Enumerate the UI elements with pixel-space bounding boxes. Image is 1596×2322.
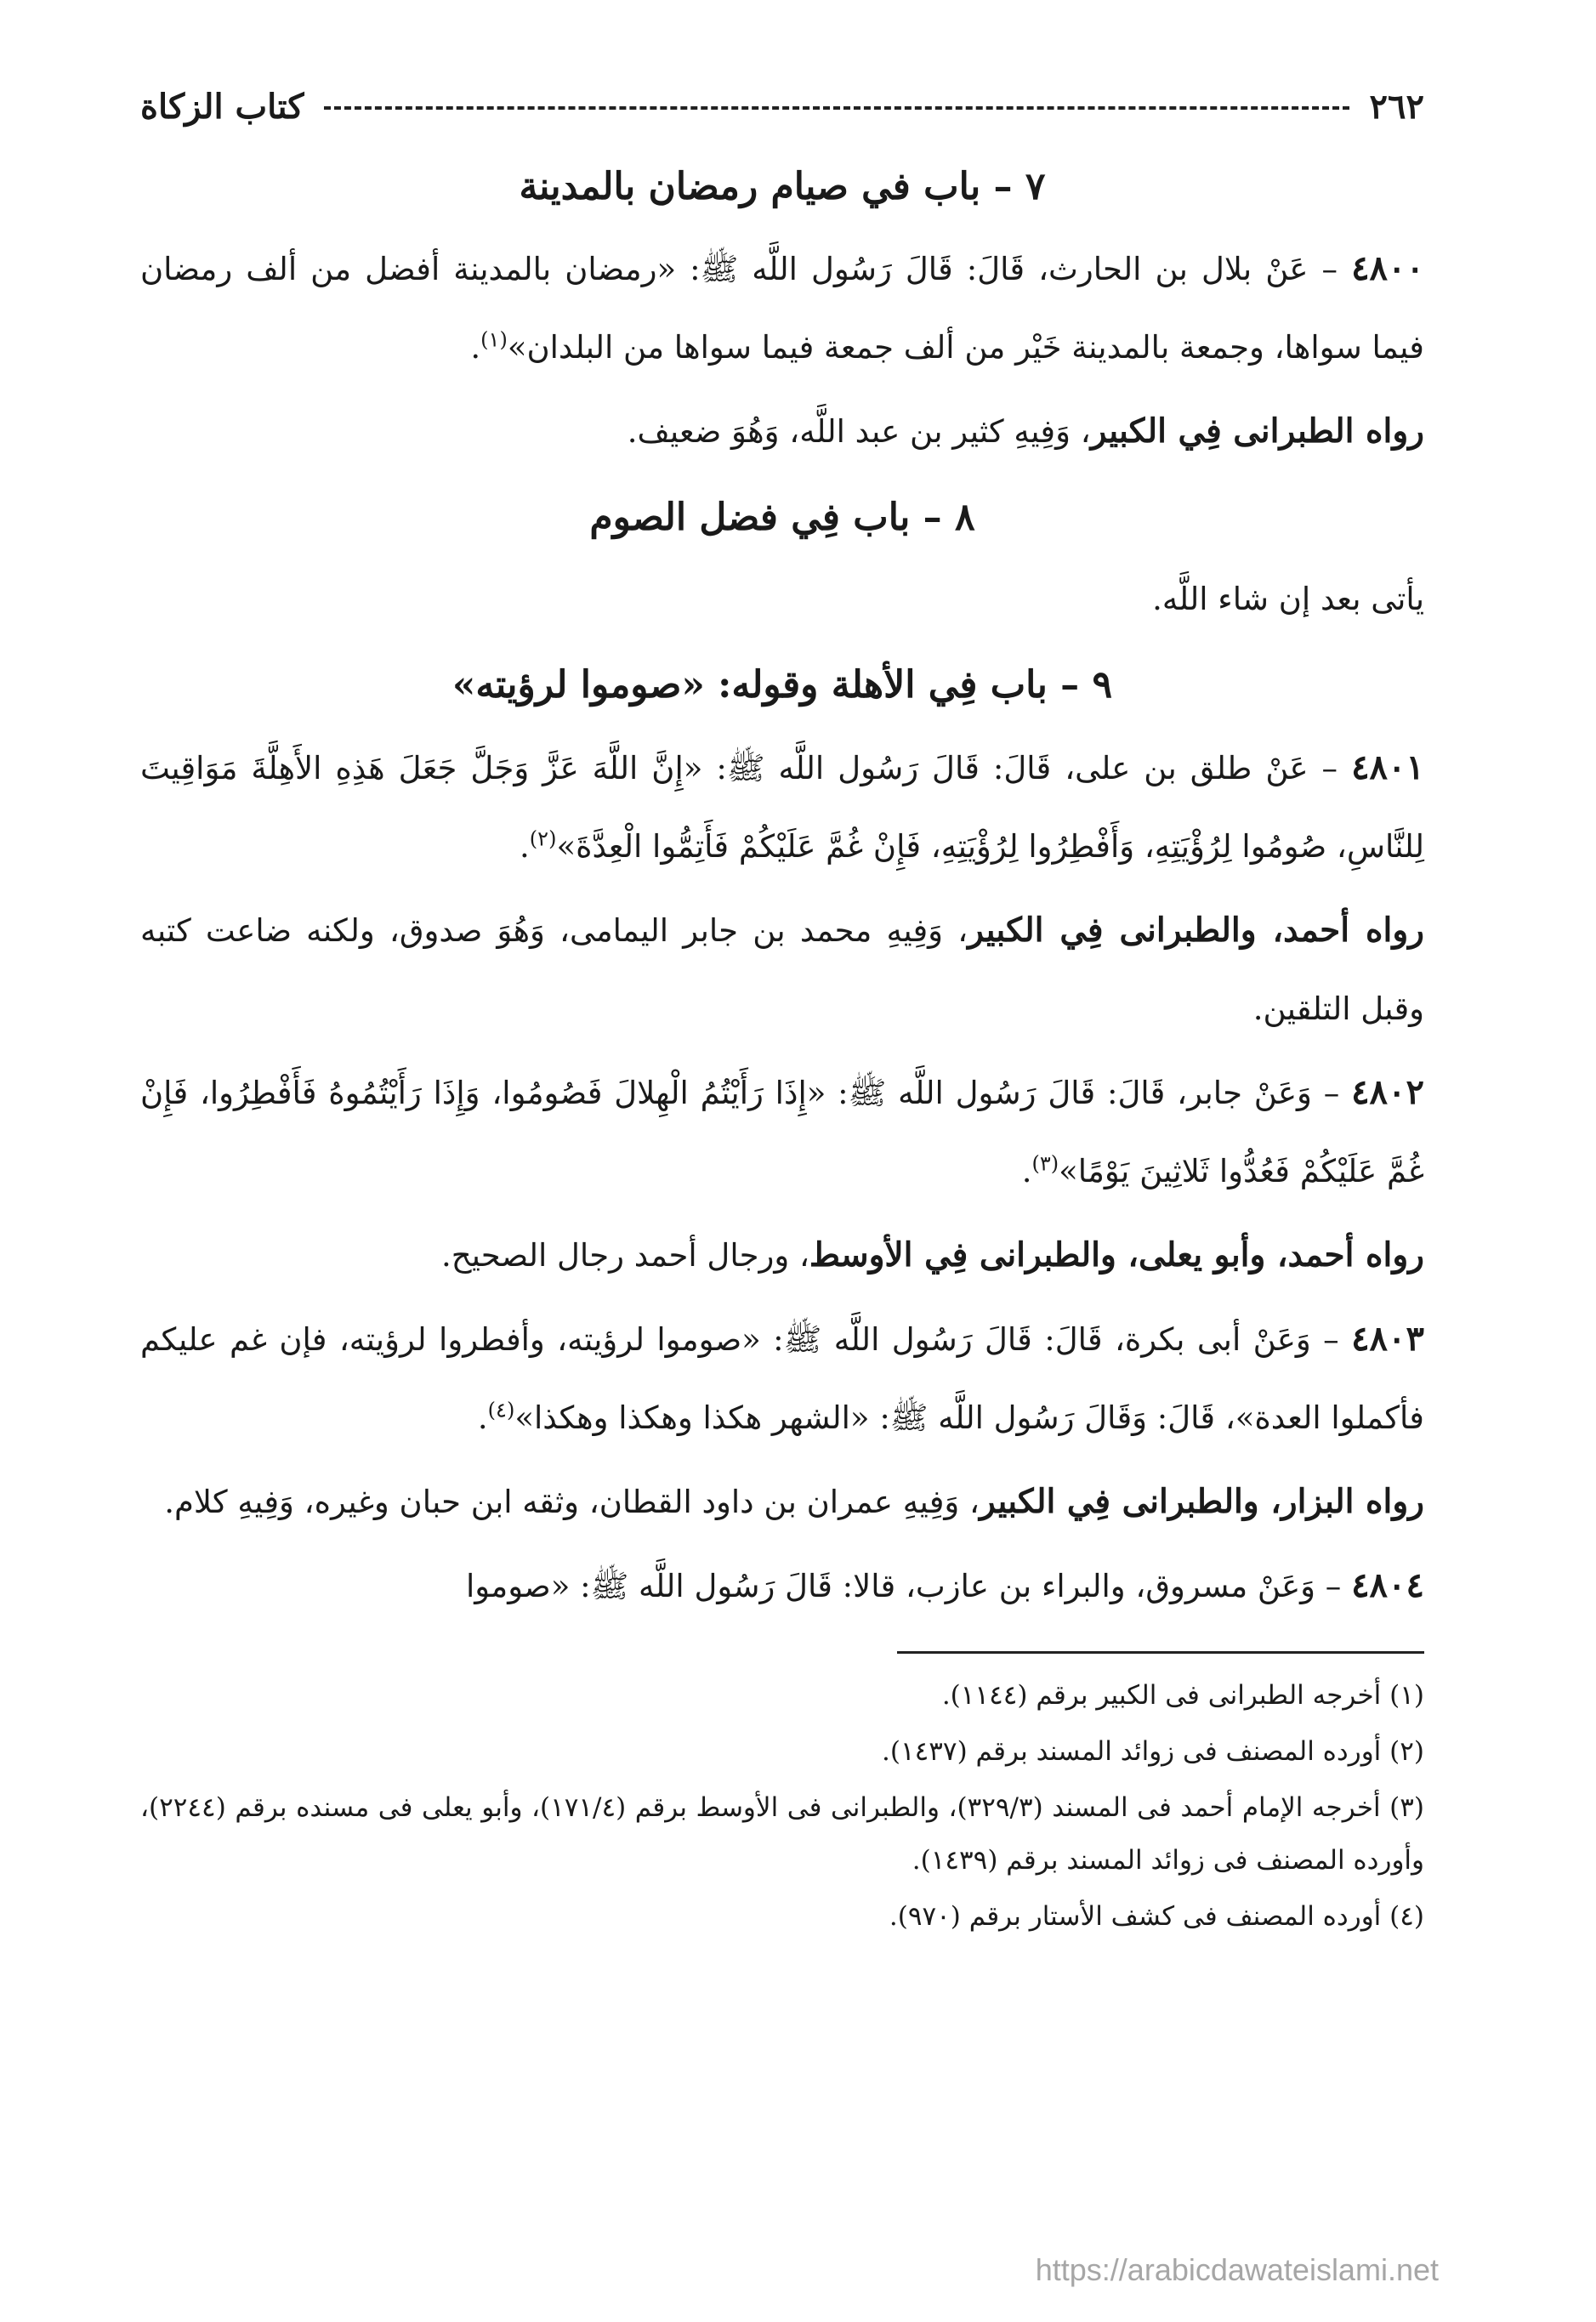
hadith-4800: ٤٨٠٠ – عَنْ بلال بن الحارث، قَالَ: قَالَ رَسُول اللَّه ﷺ: «رمضان بالمدينة أفضل من ألف رمضان فيما سواها، وجمعة بالمدينة خَيْر من ألف جمعة فيما سواها من البلدان»$^{(١)}$. (140, 248, 1424, 366)
narration-4800 (140, 392, 1424, 471)
book-page (140, 72, 1424, 2283)
footnote-ref: (١) (480, 327, 508, 352)
watermark-url: https://arabicdawateislami.net (1035, 2252, 1439, 2287)
hadith-number: ٤٨٠١ (1351, 747, 1424, 787)
header-rule (324, 106, 1349, 110)
hadith-number: ٤٨٠٢ (1351, 1071, 1424, 1112)
narration-4803 (140, 1462, 1424, 1541)
page-number: ٢٦٢ (1369, 86, 1424, 127)
footnote-3: (٣) أخرجه الإمام أحمد فى المسند (٣٢٩/٣)، والطبرانى فى الأوسط برقم (١٧١/٤)، وأبو يعلى فى مسنده برقم (٢٢٤٤)، وأورده المصنف فى زوائد المسند برقم (١٤٣٩). (140, 1791, 1425, 1876)
hadith-text: – وَعَنْ جابر، قَالَ: قَالَ رَسُول اللَّه ﷺ: «إِذَا رَأَيْتُمُ الْهِلالَ فَصُومُوا، وَإِذَا رَأَيْتُمُوهُ فَأَفْطِرُوا، فَإِنْ غُمَّ عَلَيْكُمْ فَعُدُّوا ثَلاثِينَ يَوْمًا» (140, 1074, 1424, 1189)
chapter-8-text: يأتى بعد إن شاء اللَّه. (1152, 581, 1424, 618)
narration-text: ، وَفِيهِ عمران بن داود القطان، وثقه ابن حبان وغيره، وَفِيهِ كلام. (164, 1483, 980, 1520)
hadith-4802: ٤٨٠٢ – وَعَنْ جابر، قَالَ: قَالَ رَسُول اللَّه ﷺ: «إِذَا رَأَيْتُمُ الْهِلالَ فَصُومُوا، وَإِذَا رَأَيْتُمُوهُ فَأَفْطِرُوا، فَإِنْ غُمَّ عَلَيْكُمْ فَعُدُّوا ثَلاثِينَ يَوْمًا»$^{(٣)}$. (140, 1071, 1424, 1189)
footnote-4: (٤) أورده المصنف فى كشف الأستار برقم (٩٧٠). (889, 1900, 1424, 1932)
narration-source: رواه الطبرانى فِي الكبير (1090, 412, 1424, 451)
chapter-8-title: ٨ – باب فِي فضل الصوم (589, 496, 975, 540)
hadith-number: ٤٨٠٠ (1351, 248, 1424, 289)
footnote-ref: (٣) (1031, 1151, 1059, 1176)
narration-text: ، ورجال أحمد رجال الصحيح. (440, 1236, 809, 1274)
narration-4802 (140, 1216, 1424, 1295)
hadith-text: – وَعَنْ أبى بكرة، قَالَ: قَالَ رَسُول اللَّه ﷺ: «صوموا لرؤيته، وأفطروا لرؤيته، فإن غم عليكم فأكملوا العدة»، قَالَ: وَقَالَ رَسُول اللَّه ﷺ: «الشهر هكذا وهكذا وهكذا» (140, 1320, 1424, 1436)
hadith-text: – وَعَنْ مسروق، والبراء بن عازب، قالا: قَالَ رَسُول اللَّه ﷺ: «صوموا (465, 1567, 1342, 1604)
hadith-4801: ٤٨٠١ – عَنْ طلق بن على، قَالَ: قَالَ رَسُول اللَّه ﷺ: «إِنَّ اللَّهَ عَزَّ وَجَلَّ جَعَلَ هَذِهِ الأَهِلَّةَ مَوَاقِيتَ لِلنَّاسِ، صُومُوا لِرُؤْيَتِهِ، وَأَفْطِرُوا لِرُؤْيَتِهِ، فَإِنْ غُمَّ عَلَيْكُمْ فَأَتِمُّوا الْعِدَّةَ»$^{(٢)}$. (140, 747, 1424, 865)
book-title: كتاب الزكاة (140, 86, 304, 127)
footnote-ref: (٤) (487, 1398, 515, 1422)
hadith-4803: ٤٨٠٣ – وَعَنْ أبى بكرة، قَالَ: قَالَ رَسُول اللَّه ﷺ: «صوموا لرؤيته، وأفطروا لرؤيته، فإن غم عليكم فأكملوا العدة»، قَالَ: وَقَالَ رَسُول اللَّه ﷺ: «الشهر هكذا وهكذا وهكذا»$^{(٤)}$. (140, 1318, 1424, 1436)
footnote-ref: (٢) (529, 826, 557, 851)
hadith-text: – عَنْ بلال بن الحارث، قَالَ: قَالَ رَسُول اللَّه ﷺ: «رمضان بالمدينة أفضل من ألف رمضان فيما سواها، وجمعة بالمدينة خَيْر من ألف جمعة فيما سواها من البلدان» (140, 251, 1424, 366)
narration-source: رواه أحمد، والطبرانى فِي الكبير (968, 910, 1424, 950)
hadith-number: ٤٨٠٣ (1351, 1318, 1424, 1359)
narration-source: رواه البزار، والطبرانى فِي الكبير (980, 1481, 1424, 1521)
narration-4801 (140, 891, 1424, 1048)
footnote-2: (٢) أورده المصنف فى زوائد المسند برقم (١٤٣٧). (882, 1735, 1424, 1767)
hadith-number: ٤٨٠٤ (1351, 1564, 1424, 1605)
footnote-separator (897, 1651, 1424, 1654)
page-header (140, 72, 1424, 140)
narration-text: ، وَفِيهِ محمد بن جابر اليمامى، وَهُوَ صدوق، ولكنه ضاعت كتبه وقبل التلقين. (140, 911, 1424, 1027)
narration-source: رواه أحمد، وأبو يعلى، والطبرانى فِي الأوسط (809, 1235, 1424, 1275)
narration-text: ، وَفِيهِ كثير بن عبد اللَّه، وَهُوَ ضعيف. (627, 413, 1091, 451)
hadith-4804 (140, 1547, 1424, 1626)
footnote-1: (١) أخرجه الطبرانى فى الكبير برقم (١١٤٤). (941, 1679, 1424, 1711)
chapter-9-title: ٩ – باب فِي الأهلة وقوله: «صوموا لرؤيته» (452, 663, 1113, 707)
chapter-7-title: ٧ – باب في صيام رمضان بالمدينة (519, 165, 1046, 208)
hadith-text: – عَنْ طلق بن على، قَالَ: قَالَ رَسُول اللَّه ﷺ: «إِنَّ اللَّهَ عَزَّ وَجَلَّ جَعَلَ هَذِهِ الأَهِلَّةَ مَوَاقِيتَ لِلنَّاسِ، صُومُوا لِرُؤْيَتِهِ، وَأَفْطِرُوا لِرُؤْيَتِهِ، فَإِنْ غُمَّ عَلَيْكُمْ فَأَتِمُّوا الْعِدَّةَ» (140, 749, 1424, 865)
